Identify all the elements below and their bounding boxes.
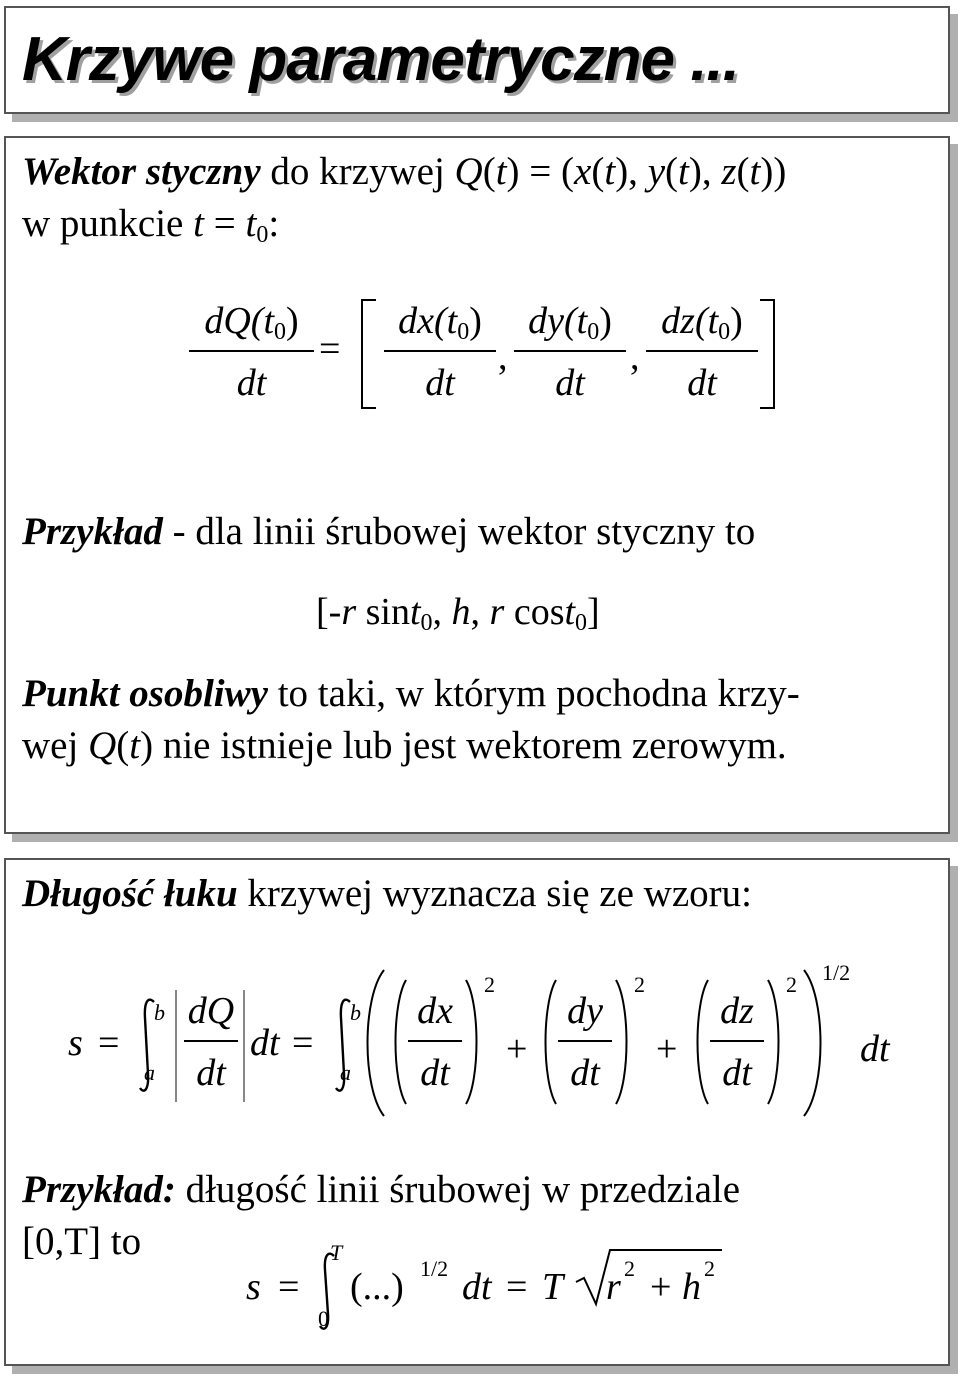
tangent-definition-line2: w punkcie $t = t_0$: [22, 202, 280, 248]
numerator: dQ [187, 990, 235, 1032]
equals-sign: = [292, 1022, 314, 1064]
paren: ) [730, 300, 743, 342]
var-r: r [606, 1266, 621, 1308]
numerator: dx(t [398, 300, 458, 342]
var-s: s [246, 1266, 261, 1308]
text: wej [22, 724, 89, 767]
text: do krzywej [260, 150, 455, 193]
text: to taki, w którym pochodna krzy- [267, 672, 800, 715]
helix-tangent-vector: [-r sint$_0$, h, r cost$_0$] [316, 591, 600, 636]
text: : [268, 202, 280, 245]
numerator: dz [720, 990, 754, 1032]
exponent-half: 1/2 [822, 960, 851, 985]
var-t: t [409, 591, 421, 633]
plus-sign: + [506, 1028, 528, 1070]
example-label: Przykład [22, 510, 163, 553]
denominator: dt [570, 1052, 600, 1094]
paren-left [690, 978, 712, 1106]
ellipsis-term: (...) [350, 1266, 404, 1308]
tangent-label: Wektor styczny [22, 150, 261, 193]
var-T: T [542, 1266, 564, 1308]
dx-fraction [384, 302, 496, 402]
arc-length-section [4, 858, 950, 1366]
var-t: t [129, 724, 141, 767]
subscript: 0 [718, 319, 731, 345]
subscript: 0 [457, 319, 470, 345]
outer-left-paren [358, 968, 388, 1118]
exponent-2: 2 [484, 972, 495, 997]
subscript: 0 [274, 319, 286, 345]
text: długość linii śrubowej w przedziale [175, 1168, 741, 1211]
lower-limit: a [144, 1060, 155, 1085]
paren-right [462, 978, 484, 1106]
interval-text: [0,T] to [22, 1220, 142, 1263]
numerator: dy [567, 990, 603, 1032]
subscript: 0 [256, 222, 269, 248]
example-arc-line1 [22, 1164, 740, 1216]
denominator: dt [555, 362, 585, 404]
dt: dt [250, 1022, 280, 1064]
denominator: dt [236, 362, 267, 404]
text: nie istnieje lub jest wektorem zerowym. [153, 724, 787, 767]
equals-sign: = [98, 1022, 120, 1064]
fn-sin: sin [356, 591, 410, 633]
left-bracket [358, 298, 378, 410]
var-t: t [564, 591, 576, 633]
var-q: Q [88, 724, 117, 767]
page-title: Krzywe parametryczne ... [22, 25, 739, 94]
upper-limit: b [350, 1000, 361, 1025]
equals-sign: = [278, 1266, 300, 1308]
numerator: dz(t [661, 300, 719, 342]
plus-sign: + [656, 1028, 678, 1070]
plus-sign: + [650, 1266, 672, 1308]
equals-sign: = [506, 1266, 528, 1308]
var-x: x [574, 150, 592, 193]
denominator: dt [722, 1052, 752, 1094]
lower-limit: 0 [318, 1306, 329, 1331]
exponent-2: 2 [786, 972, 797, 997]
comma: , [498, 336, 508, 378]
var-t: t [495, 150, 507, 193]
numerator: dx [417, 990, 453, 1032]
lhs-fraction [189, 302, 314, 402]
var-z: z [721, 150, 737, 193]
var-t: t [678, 150, 689, 193]
text: - dla linii śrubowej wektor styczny to [162, 510, 756, 553]
upper-limit: b [154, 1000, 165, 1025]
denominator: dt [196, 1052, 226, 1094]
denominator: dt [420, 1052, 450, 1094]
var-t: t [245, 202, 257, 245]
exponent-2: 2 [704, 1256, 715, 1281]
denominator: dt [425, 362, 455, 404]
example-label: Przykład: [22, 1168, 176, 1211]
arc-label: Długość łuku [22, 872, 238, 915]
paren: ) [599, 300, 612, 342]
exponent-2: 2 [634, 972, 645, 997]
numerator: dy(t [528, 300, 588, 342]
upper-limit: T [330, 1240, 343, 1265]
paren: ) [469, 300, 482, 342]
paren-left [388, 978, 410, 1106]
numerator: dQ(t [204, 300, 274, 342]
exponent-half: 1/2 [420, 1256, 449, 1281]
var-s: s [68, 1022, 83, 1064]
var-t: t [193, 202, 204, 245]
subscript: 0 [587, 319, 600, 345]
singular-label: Punkt osobliwy [22, 672, 268, 715]
var-r: r [341, 591, 357, 633]
tangent-section [4, 136, 950, 834]
var-y: y [647, 150, 665, 193]
tangent-definition-line1: Wektor styczny do krzywej Q(t) = (x(t), y(t), z(t)) [22, 150, 787, 193]
fn-cos: cos [504, 591, 565, 633]
dz-dt-fraction [710, 992, 764, 1092]
text: krzywej wyznacza się ze wzoru: [237, 872, 752, 915]
comma: , [630, 336, 640, 378]
outer-right-paren [800, 968, 830, 1118]
denominator: dt [687, 362, 717, 404]
paren: ) [286, 300, 299, 342]
paren-right [764, 978, 786, 1106]
lower-limit: a [340, 1060, 351, 1085]
var-h: h [451, 591, 471, 633]
title-banner [4, 6, 950, 114]
example-arc-line2 [22, 1216, 141, 1268]
paren-left [538, 978, 560, 1106]
subscript: 0 [420, 610, 433, 636]
dx-dt-fraction [408, 992, 462, 1092]
dy-dt-fraction [558, 992, 612, 1092]
arc-length-heading [22, 868, 752, 920]
singular-point-line1 [22, 668, 800, 720]
dz-fraction [646, 302, 758, 402]
paren-right [612, 978, 634, 1106]
equals-sign: = [319, 328, 341, 370]
dq-dt-fraction [184, 992, 238, 1092]
var-t: t [604, 150, 616, 193]
dy-fraction [514, 302, 626, 402]
dt: dt [860, 1028, 890, 1070]
var-h: h [682, 1266, 701, 1308]
example-helix-line [22, 506, 755, 558]
singular-point-line2: wej Q(t) nie istnieje lub jest wektorem zerowym. [22, 724, 787, 767]
var-t: t [749, 150, 761, 193]
var-q: Q [454, 150, 483, 193]
subscript: 0 [575, 610, 588, 636]
dt: dt [462, 1266, 492, 1308]
text: w punkcie [22, 202, 194, 245]
right-bracket [758, 298, 778, 410]
sqrt-sign [574, 1246, 724, 1308]
var-r: r [489, 591, 505, 633]
exponent-2: 2 [624, 1256, 635, 1281]
